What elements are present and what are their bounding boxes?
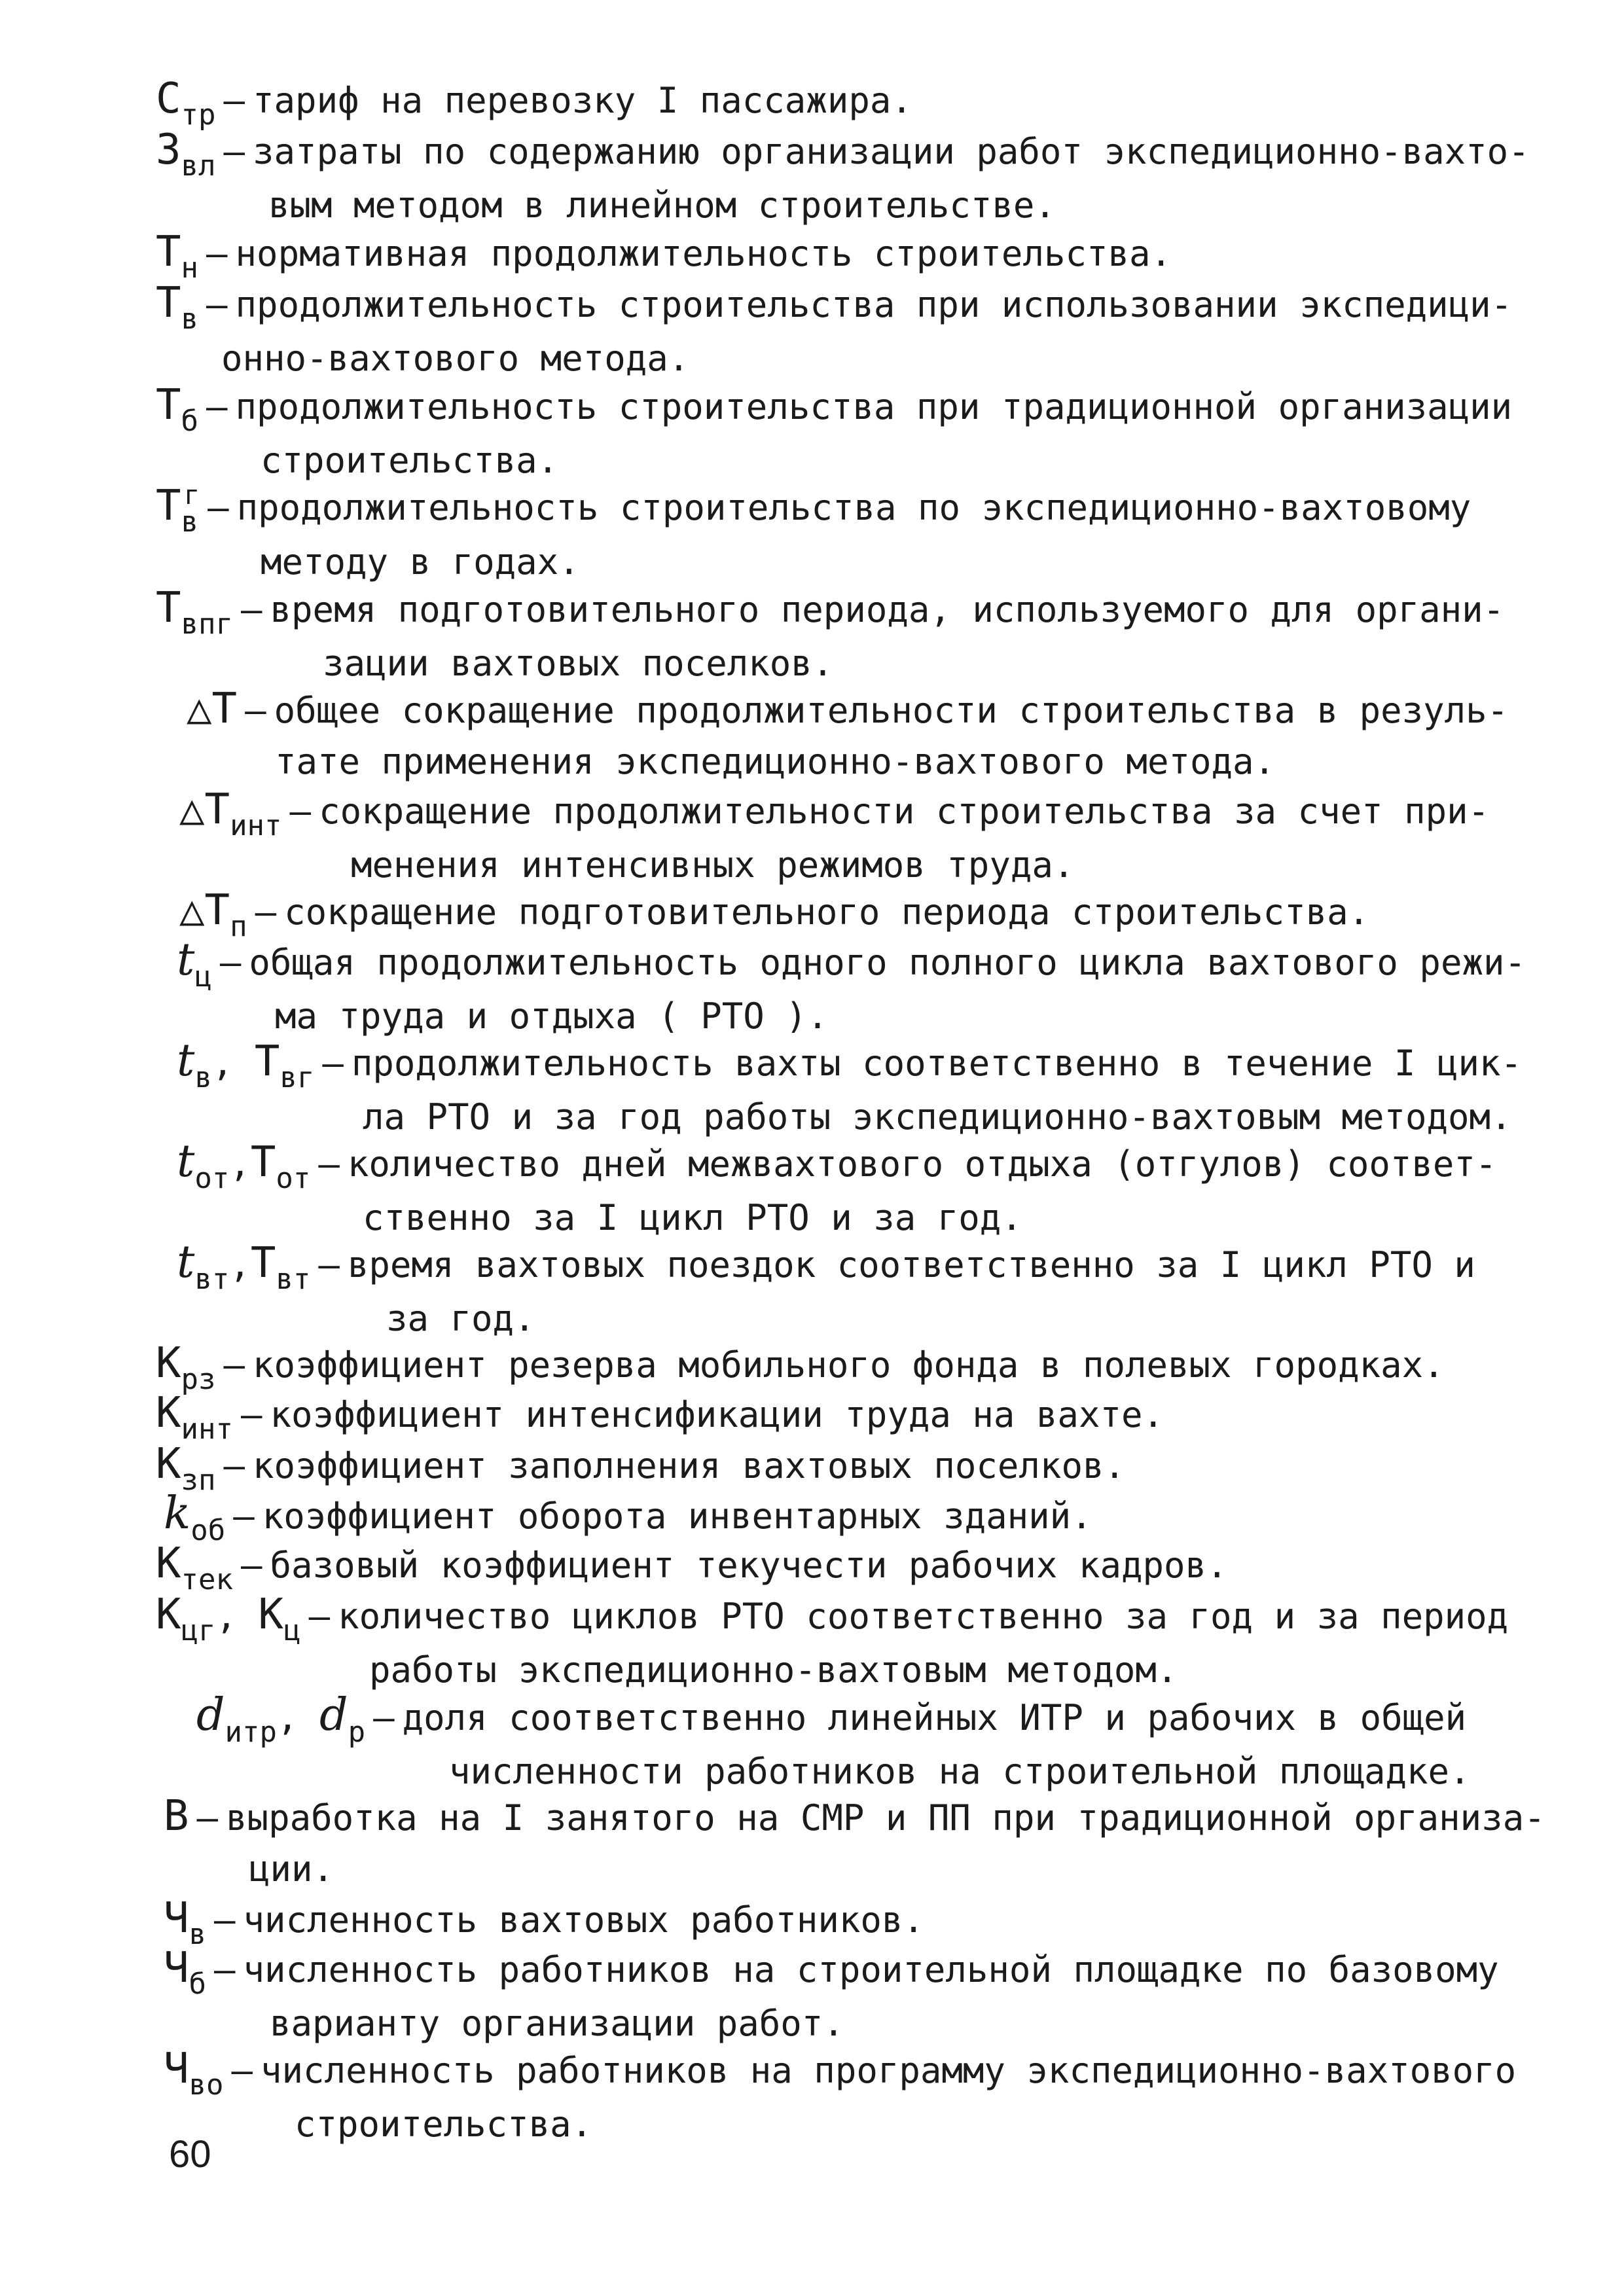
definition-line: $Ч_{во}$ – численность работников на программу экспедиционно-вахтового xyxy=(164,2045,1517,2102)
symbol: Ч xyxy=(164,1944,189,1992)
definition-text: численности работников на строительной площадке. xyxy=(449,1751,1471,1792)
symbol-subscript: рз xyxy=(181,1363,216,1396)
definition-line: $\triangle Т_п$ – сокращение подготовительного периода строительства. xyxy=(179,886,1370,943)
definition-text: коэффициент интенсификации труда на вахте. xyxy=(270,1394,1164,1435)
symbol-subscript: от xyxy=(276,1162,311,1195)
definition-text: выработка на I занятого на СМР и ПП при традиционной организа- xyxy=(226,1797,1545,1839)
definition-entry xyxy=(177,1136,1496,1244)
symbol-subscript: зп xyxy=(181,1463,216,1497)
page-number: 60 xyxy=(169,2133,211,2176)
symbol-subscript: инт xyxy=(230,809,282,842)
definition-entry xyxy=(156,1338,1445,1396)
definition-entry xyxy=(156,583,1504,689)
symbol-subscript: вт xyxy=(194,1263,230,1296)
definition-entry xyxy=(187,683,1508,787)
definition-text: сокращение подготовительного периода строительства. xyxy=(284,891,1370,933)
definition-line: $К_{тек}$ – базовый коэффициент текучести рабочих кадров. xyxy=(156,1539,1228,1596)
definition-entry xyxy=(177,935,1526,1042)
definition-entry xyxy=(164,1791,1545,1895)
symbol-subscript: вг xyxy=(280,1061,315,1094)
symbol: Т xyxy=(254,1037,280,1086)
definition-line: $К_{цг}$, $К_ц$ – количество циклов РТО соответственно за год и за период xyxy=(156,1590,1509,1647)
symbol: К xyxy=(156,1440,181,1488)
symbol-subscript: вт xyxy=(276,1263,311,1296)
symbol: К xyxy=(258,1590,284,1639)
symbol-subscript: цг xyxy=(181,1614,216,1647)
definition-line xyxy=(156,333,1512,384)
definition-line xyxy=(156,638,1504,689)
definition-line: $Т_{впг}$ – время подготовительного периода, используемого для органи- xyxy=(156,584,1505,641)
definition-line xyxy=(164,1844,1545,1895)
symbol: t xyxy=(177,1236,195,1288)
definition-line: $d_{итр}$, $d_р$ – доля соответственно линейных ИТР и рабочих в общей xyxy=(196,1689,1467,1749)
definition-text: строительства. xyxy=(261,440,559,481)
definition-text: за год. xyxy=(386,1298,535,1339)
definition-text: онно-вахтового метода. xyxy=(221,338,690,379)
definition-entry xyxy=(156,226,1172,285)
definition-text: менения интенсивных режимов труда. xyxy=(351,844,1075,886)
definition-line xyxy=(177,1293,1475,1344)
symbol: Ч xyxy=(164,2045,189,2093)
definition-line: $К_{зп}$ – коэффициент заполнения вахтовых поселков. xyxy=(156,1440,1125,1497)
symbol: t xyxy=(177,1136,195,1187)
symbol-subscript: в xyxy=(189,1918,207,1951)
definition-line: $t_{от},Т_{от}$ – количество дней межвахтового отдыха (отгулов) соответ- xyxy=(177,1136,1497,1195)
definition-text: сокращение продолжительности строительства за счет при- xyxy=(319,791,1490,832)
definition-text: продолжительность строительства при традиционной организации xyxy=(235,386,1513,427)
definition-text: время вахтовых поездок соответственно за I цикл РТО и xyxy=(347,1244,1475,1285)
definition-entry xyxy=(156,1388,1164,1446)
definition-line: △Т – общее сокращение продолжительности строительства в резуль- xyxy=(187,685,1509,733)
symbol: △Т xyxy=(187,685,238,733)
definition-line xyxy=(156,537,1471,588)
symbol-subscript: б xyxy=(181,404,199,438)
definition-entry xyxy=(156,1589,1508,1696)
definition-text: нормативная продолжительность строительства. xyxy=(235,233,1172,274)
definition-line: $k_{об}$ – коэффициент оборота инвентарных зданий. xyxy=(164,1488,1092,1547)
symbol-subscript: от xyxy=(194,1162,230,1195)
symbol-superscript: г xyxy=(184,480,200,511)
definition-entry xyxy=(156,1439,1125,1497)
symbol-subscript: н xyxy=(181,251,199,285)
definition-text: численность работников на строительной площадке по базовому xyxy=(243,1949,1499,1990)
symbol-subscript: р xyxy=(348,1715,366,1749)
definition-text: количество дней межвахтового отдыха (отгулов) соответ- xyxy=(347,1143,1497,1185)
symbol: В xyxy=(164,1792,189,1840)
definition-line xyxy=(164,1998,1499,2049)
symbol-subscript: во xyxy=(189,2068,224,2102)
definition-line xyxy=(187,736,1508,787)
symbol-subscript: впг xyxy=(181,607,234,641)
definition-line xyxy=(179,840,1489,891)
symbol: d xyxy=(196,1689,225,1741)
definition-text: продолжительность строительства по экспедиционно-вахтовому xyxy=(236,487,1471,528)
definition-line: $З_{вл}$ – затраты по содержанию организации работ экспедиционно-вахто- xyxy=(156,126,1530,183)
symbol: С xyxy=(156,75,181,123)
definition-line: $Ч_в$ – численность вахтовых работников. xyxy=(164,1894,924,1951)
definition-line: $К_{инт}$ – коэффициент интенсификации труда на вахте. xyxy=(156,1389,1164,1446)
definition-line: $Т_б$ – продолжительность строительства при традиционной организации xyxy=(156,381,1513,438)
definition-line xyxy=(196,1746,1471,1797)
symbol-subscript: об xyxy=(190,1514,226,1547)
definition-text: коэффициент заполнения вахтовых поселков. xyxy=(253,1445,1125,1486)
symbol: △Т xyxy=(179,886,230,935)
definition-text: общая продолжительность одного полного цикла вахтового режи- xyxy=(249,942,1526,983)
definition-entry xyxy=(164,2043,1516,2150)
definition-text: базовый коэффициент текучести рабочих кадров. xyxy=(270,1545,1228,1586)
definition-entry xyxy=(156,480,1471,588)
symbol-subscript: в xyxy=(181,302,199,336)
symbol: Т xyxy=(250,1138,276,1187)
symbol: Ч xyxy=(164,1894,189,1943)
symbol: З xyxy=(156,126,181,174)
symbol: Т xyxy=(156,381,181,429)
definition-text: продолжительность строительства при использовании экспедици- xyxy=(235,284,1513,325)
symbol: t xyxy=(177,934,195,986)
definition-line xyxy=(156,180,1530,231)
definition-text: ции. xyxy=(249,1848,334,1890)
symbol-subscript: вл xyxy=(181,149,216,183)
definition-entry xyxy=(179,784,1489,891)
symbol: t xyxy=(177,1035,195,1086)
definition-text: зации вахтовых поселков. xyxy=(323,643,834,684)
definition-text: численность вахтовых работников. xyxy=(243,1899,924,1941)
symbol: К xyxy=(156,1539,181,1588)
definition-entry xyxy=(177,1035,1522,1143)
definition-text: численность работников на программу экспедиционно-вахтового xyxy=(261,2050,1517,2091)
definition-text: методу в годах. xyxy=(261,541,580,583)
symbol: К xyxy=(156,1339,181,1388)
definition-line: $К_{рз}$ – коэффициент резерва мобильного фонда в полевых городках. xyxy=(156,1339,1445,1396)
symbol: К xyxy=(156,1389,181,1437)
symbol: К xyxy=(156,1590,181,1639)
definition-text: варианту организации работ. xyxy=(270,2003,844,2044)
definition-text: ла РТО и за год работы экспедиционно-вахтовым методом. xyxy=(363,1096,1512,1138)
definition-text: коэффициент резерва мобильного фонда в полевых городках. xyxy=(253,1344,1445,1386)
symbol: Т xyxy=(156,228,181,276)
symbol-subscript: б xyxy=(189,1967,207,2001)
definition-text: тариф на перевозку I пассажира. xyxy=(253,80,912,121)
definition-entry xyxy=(164,1488,1092,1545)
definition-line: В – выработка на I занятого на СМР и ПП при традиционной организа- xyxy=(164,1792,1545,1840)
definition-line xyxy=(156,1645,1508,1696)
definition-entry xyxy=(156,124,1530,231)
definition-text: ственно за I цикл РТО и за год. xyxy=(363,1197,1022,1238)
symbol: d xyxy=(319,1689,348,1741)
symbol-subscript: итр xyxy=(225,1715,278,1749)
definition-line xyxy=(156,435,1512,486)
symbol-subscript: ц xyxy=(194,960,212,994)
symbol-subscript: ц xyxy=(283,1614,301,1647)
definition-line xyxy=(164,2099,1516,2150)
definition-line xyxy=(177,1193,1496,1244)
definition-entry xyxy=(164,1943,1499,2049)
symbol-subscript: инт xyxy=(181,1412,234,1446)
definition-line: $t_ц$ – общая продолжительность одного полного цикла вахтового режи- xyxy=(177,934,1526,994)
symbol: △Т xyxy=(179,785,230,834)
definition-text: вым методом в линейном строительстве. xyxy=(268,185,1056,226)
symbol: k xyxy=(164,1488,191,1539)
definition-entry xyxy=(196,1690,1471,1797)
definition-line xyxy=(177,991,1526,1042)
definition-text: строительства. xyxy=(295,2104,593,2145)
definition-line xyxy=(177,1092,1522,1143)
definition-entry xyxy=(164,1893,924,1951)
symbol-subscript: в xyxy=(181,505,199,539)
definition-entry xyxy=(156,380,1512,486)
definition-entry xyxy=(156,73,912,132)
definition-text: затраты по содержанию организации работ экспедиционно-вахто- xyxy=(253,131,1530,172)
definition-line: $Т_в^г$ – продолжительность строительства по экспедиционно-вахтовому xyxy=(156,480,1471,539)
symbol: Т xyxy=(156,584,181,632)
definition-text: доля соответственно линейных ИТР и рабочих в общей xyxy=(402,1697,1467,1738)
definition-text: тате применения экспедиционно-вахтового метода. xyxy=(275,741,1276,782)
definition-entry xyxy=(156,1538,1228,1594)
symbol: Т xyxy=(156,279,181,327)
definition-line: $t_в$, $Т_{вг}$ – продолжительность вахты соответственно в течение I цик- xyxy=(177,1035,1522,1094)
definition-line: $Ч_б$ – численность работников на строительной площадке по базовому xyxy=(164,1944,1499,2001)
definition-line: $С_{тр}$ – тариф на перевозку I пассажира. xyxy=(156,75,912,132)
symbol-subscript: тек xyxy=(181,1563,234,1596)
definition-line: $\triangle Т_{инт}$ – сокращение продолжительности строительства за счет при- xyxy=(179,785,1490,842)
definition-text: ма труда и отдыха ( РТО ). xyxy=(275,996,829,1037)
definition-entry xyxy=(177,1237,1475,1344)
definition-text: время подготовительного периода, используемого для органи- xyxy=(270,589,1505,630)
symbol-subscript: п xyxy=(230,910,247,943)
symbol: Т xyxy=(250,1239,276,1287)
definition-entry xyxy=(179,885,1369,941)
definition-text: работы экспедиционно-вахтовым методом. xyxy=(369,1649,1178,1691)
definition-entry xyxy=(156,278,1512,384)
symbol-subscript: тр xyxy=(181,98,216,132)
definition-line: $t_{вт},Т_{вт}$ – время вахтовых поездок соответственно за I цикл РТО и xyxy=(177,1236,1475,1296)
symbol: Т xyxy=(156,482,181,530)
definition-text: общее сокращение продолжительности строительства в резуль- xyxy=(274,690,1509,731)
symbol-subscript: в xyxy=(194,1061,212,1094)
definition-line: $Т_в$ – продолжительность строительства при использовании экспедици- xyxy=(156,279,1513,336)
definition-text: коэффициент оборота инвентарных зданий. xyxy=(262,1496,1092,1537)
definition-text: продолжительность вахты соответственно в течение I цик- xyxy=(351,1043,1522,1084)
definition-line: $Т_н$ – нормативная продолжительность строительства. xyxy=(156,228,1172,285)
definition-text: количество циклов РТО соответственно за год и за период xyxy=(338,1596,1509,1637)
